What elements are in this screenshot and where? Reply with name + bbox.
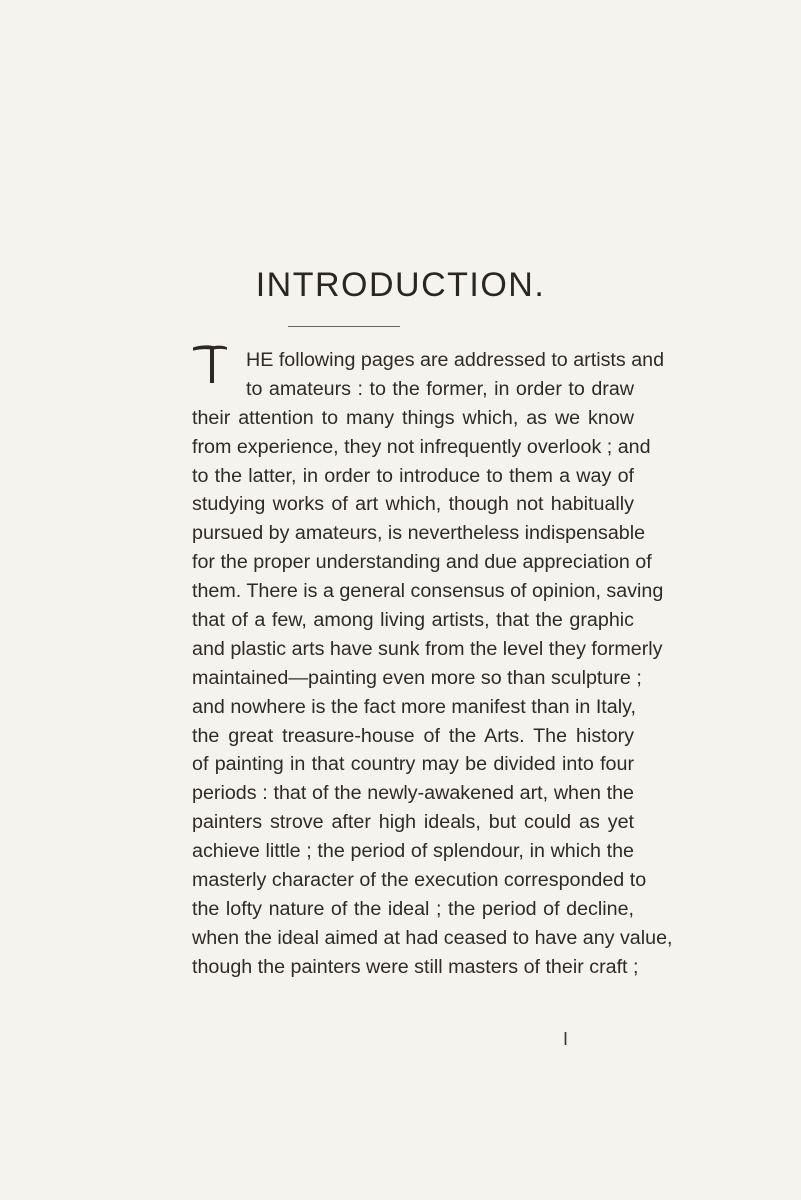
text-line: masterly character of the execution corresponded to xyxy=(192,869,647,892)
text-line: that of a few, among living artists, that the graphic xyxy=(192,609,634,632)
text-line: though the painters were still masters of their craft ; xyxy=(192,955,639,978)
text-line: the lofty nature of the ideal ; the period of decline, xyxy=(192,897,634,920)
text-line: to the latter, in order to introduce to them a way of xyxy=(192,464,634,487)
text-line: HE following pages are addressed to artists and xyxy=(246,349,665,371)
text-line: their attention to many things which, as we know xyxy=(192,406,634,429)
heading-rule xyxy=(288,326,400,327)
text-line: pursued by amateurs, is nevertheless indispensable xyxy=(192,522,646,545)
page-number: I xyxy=(563,1029,569,1049)
text-line: to amateurs : to the former, in order to draw xyxy=(246,377,634,400)
text-line: and plastic arts have sunk from the level they formerly xyxy=(192,637,663,660)
text-line: maintained—painting even more so than sculpture ; xyxy=(192,666,642,689)
text-line: for the proper understanding and due appreciation of xyxy=(192,551,652,574)
page-heading: INTRODUCTION. xyxy=(255,266,546,304)
text-line: from experience, they not infrequently overlook ; and xyxy=(192,435,651,458)
text-line: studying works of art which, though not habitually xyxy=(192,493,634,516)
text-line: periods : that of the newly-awakened art, when the xyxy=(192,782,634,805)
text-line: them. There is a general consensus of opinion, saving xyxy=(192,580,664,603)
text-line: and nowhere is the fact more manifest than in Italy, xyxy=(192,695,636,718)
body-text xyxy=(192,346,673,982)
dropcap-letter xyxy=(190,343,230,385)
text-line: when the ideal aimed at had ceased to have any value, xyxy=(192,926,673,949)
text-line: of painting in that country may be divided into four xyxy=(192,753,634,776)
text-line: painters strove after high ideals, but could as yet xyxy=(192,811,634,834)
text-line: achieve little ; the period of splendour, in which the xyxy=(192,840,634,863)
text-line: the great treasure-house of the Arts. The history xyxy=(192,724,634,747)
